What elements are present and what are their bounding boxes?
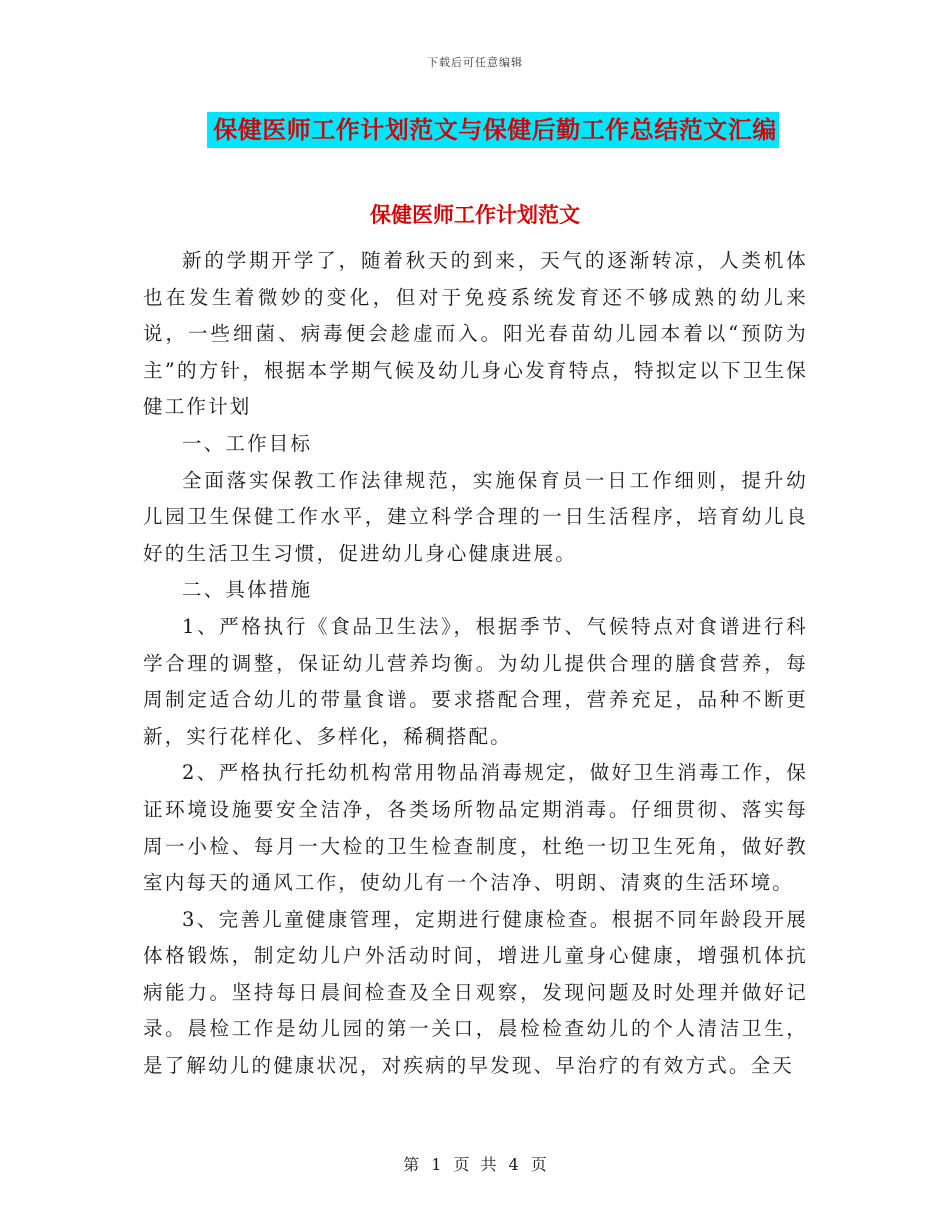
page-footer (0, 1152, 950, 1175)
heading-work-goal: 一、工作目标 (182, 431, 313, 455)
footer-suffix: 页 (530, 1155, 547, 1174)
footer-mid: 页 共 (453, 1155, 497, 1174)
main-title: 保健医师工作计划范文与保健后勤工作总结范文汇编 (207, 112, 779, 148)
main-title-container (0, 112, 950, 148)
footer-total-pages: 4 (508, 1155, 519, 1174)
header-note: 下载后可任意编辑 (427, 56, 523, 69)
footer-prefix: 第 (403, 1155, 420, 1174)
paragraph-intro: 新的学期开学了，随着秋天的到来，天气的逐渐转凉，人类机体也在发生着微妙的变化，但对于免疫系统发育还不够成熟的幼儿来说，一些细菌、病毒便会趁虚而入。阳光春苗幼儿园本着以“预防为主”的方针，根据本学期气候及幼儿身心发育特点，特拟定以下卫生保健工作计划 (143, 249, 808, 419)
paragraph-measure-1: 1、严格执行《食品卫生法》，根据季节、气候特点对食谱进行科学合理的调整，保证幼儿营养均衡。为幼儿提供合理的膳食营养，每周制定适合幼儿的带量食谱。要求搭配合理，营养充足，品种不断更新，实行花样化、多样化，稀稠搭配。 (143, 614, 808, 748)
section-title: 保健医师工作计划范文 (370, 202, 580, 227)
paragraph-measure-3: 3、完善儿童健康管理，定期进行健康检查。根据不同年龄段开展体格锻炼，制定幼儿户外活动时间，增进儿童身心健康，增强机体抗病能力。坚持每日晨间检查及全日观察，发现问题及时处理并做好记录。晨检工作是幼儿园的第一关口，晨检检查幼儿的个人清洁卫生，是了解幼儿的健康状况，对疾病的早发现、早治疗的有效方式。全天 (143, 907, 808, 1078)
paragraph-goal: 全面落实保教工作法律规范，实施保育员一日工作细则，提升幼儿园卫生保健工作水平，建立科学合理的一日生活程序，培育幼儿良好的生活卫生习惯，促进幼儿身心健康进展。 (143, 468, 808, 565)
paragraph-measure-2: 2、严格执行托幼机构常用物品消毒规定，做好卫生消毒工作，保证环境设施要安全洁净，各类场所物品定期消毒。仔细贯彻、落实每周一小检、每月一大检的卫生检查制度，杜绝一切卫生死角，做好教室内每天的通风工作，使幼儿有一个洁净、明朗、清爽的生活环境。 (143, 761, 808, 895)
document-body (143, 243, 808, 1085)
heading-measures: 二、具体措施 (182, 578, 313, 602)
footer-page-number: 1 (431, 1155, 442, 1174)
